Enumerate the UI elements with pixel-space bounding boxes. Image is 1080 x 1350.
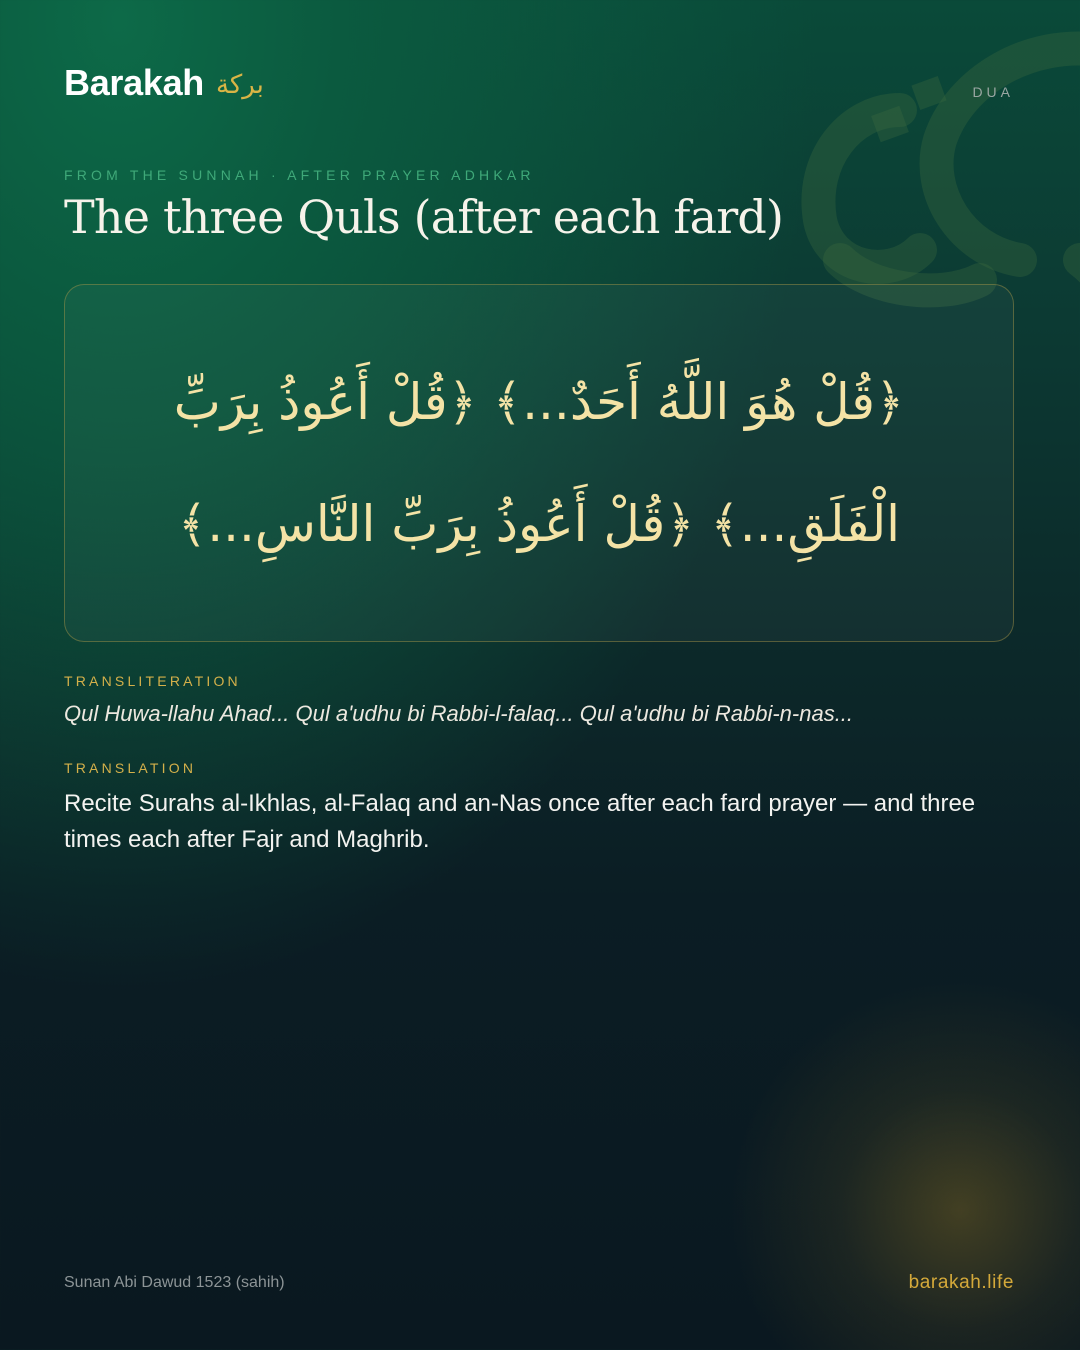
transliteration-label: TRANSLITERATION: [64, 673, 241, 689]
transliteration-text: Qul Huwa-llahu Ahad... Qul a'udhu bi Rabbi-l-falaq... Qul a'udhu bi Rabbi-n-nas...: [64, 701, 854, 726]
arabic-dua-text: ﴿قُلْ هُوَ اللَّهُ أَحَدٌ...﴾ ﴿قُلْ أَعُوذُ بِرَبِّ الْفَلَقِ...﴾ ﴿قُلْ أَعُوذُ بِرَبِّ النَّاسِ...﴾: [173, 373, 905, 553]
brand-arabic: بركة: [215, 70, 264, 100]
brand-name: Barakah: [64, 62, 204, 103]
category-tag: DUA: [972, 84, 1014, 100]
translation-label: TRANSLATION: [64, 760, 197, 776]
brand: [64, 62, 264, 104]
dua-card: [64, 284, 1014, 642]
eyebrow: FROM THE SUNNAH · AFTER PRAYER ADHKAR: [64, 167, 535, 183]
page-title: The three Quls (after each fard): [64, 190, 784, 244]
site-link[interactable]: barakah.life: [908, 1272, 1014, 1293]
source-reference: Sunan Abi Dawud 1523 (sahih): [64, 1274, 285, 1291]
translation-text: Recite Surahs al-Ikhlas, al-Falaq and an-Nas once after each fard prayer — and three times each after Fajr and Maghrib.: [64, 790, 976, 853]
